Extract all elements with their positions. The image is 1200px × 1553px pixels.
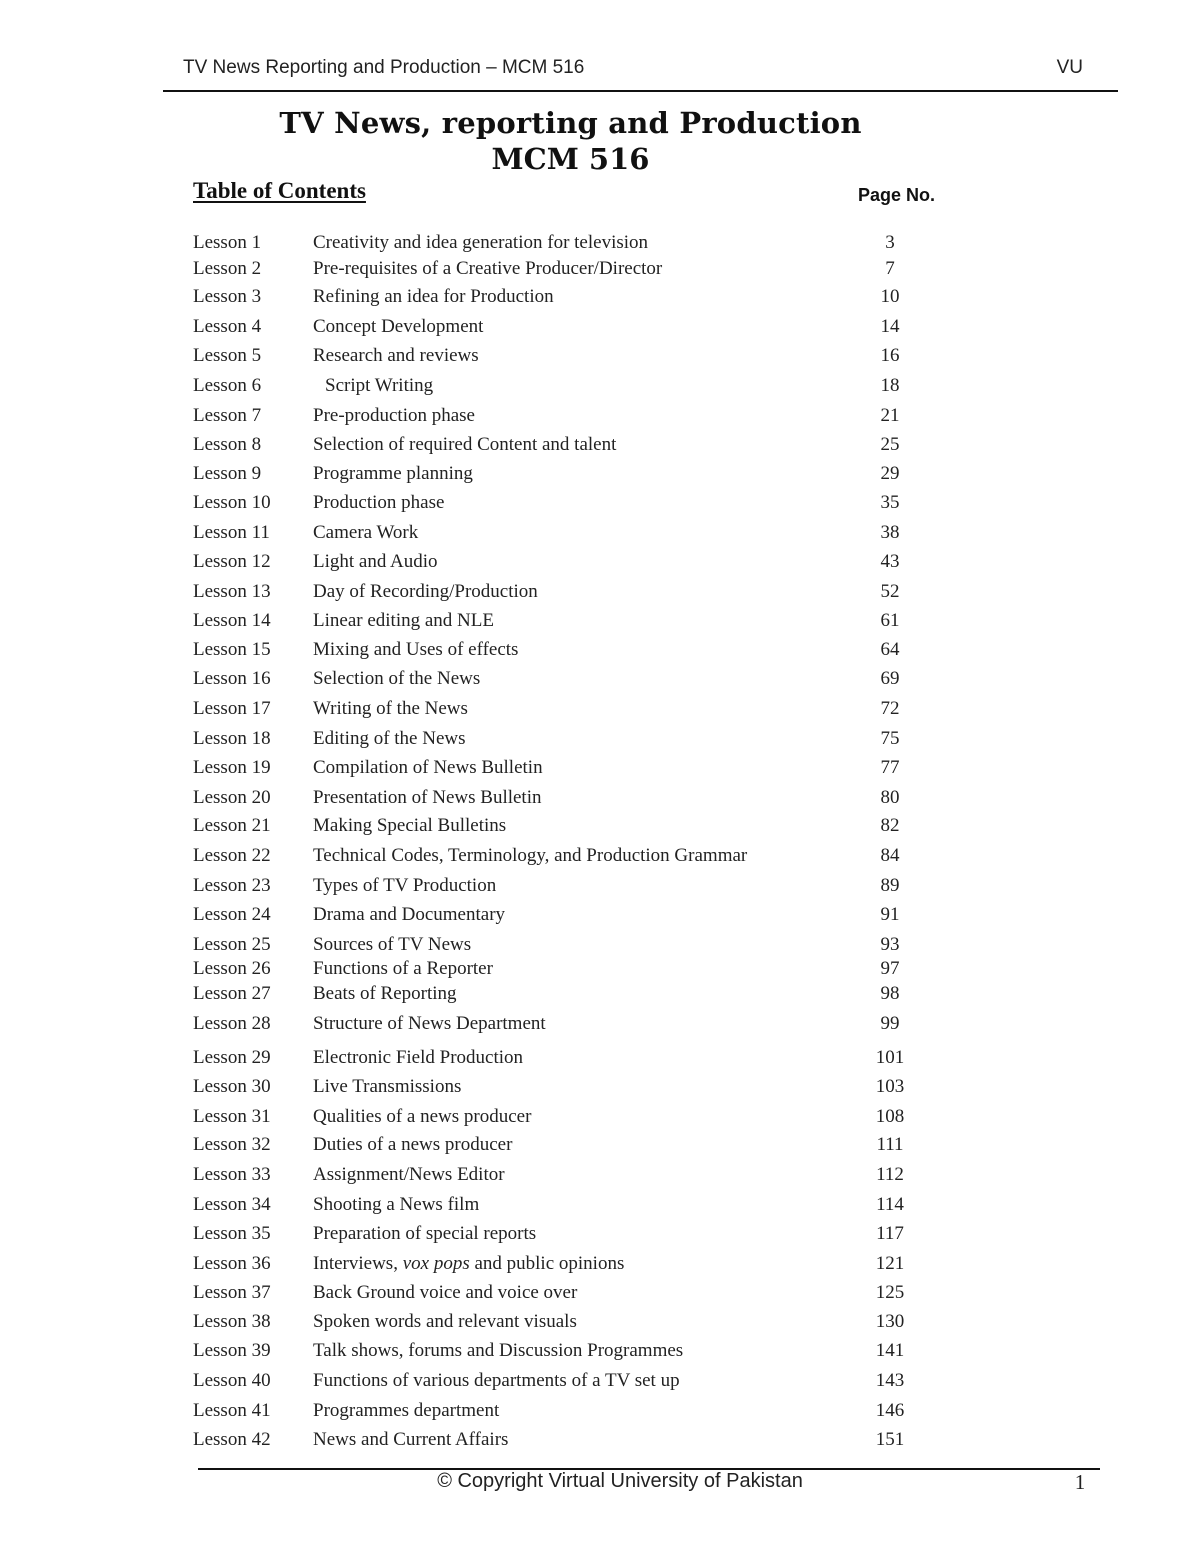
- toc-page: 130: [875, 1311, 905, 1332]
- toc-topic: Drama and Documentary: [313, 904, 506, 925]
- toc-page: 111: [876, 1134, 904, 1155]
- toc-entry: [0, 1073, 1200, 1101]
- toc-lesson: Lesson 17: [193, 698, 271, 719]
- toc-topic: Light and Audio: [313, 551, 438, 572]
- toc-lesson: Lesson 38: [193, 1311, 271, 1332]
- toc-page: 91: [880, 904, 900, 925]
- toc-topic: Functions of a Reporter: [313, 958, 493, 979]
- toc-lesson: Lesson 2: [193, 258, 262, 279]
- toc-topic: Spoken words and relevant visuals: [313, 1311, 577, 1332]
- toc-lesson: Lesson 21: [193, 815, 271, 836]
- toc-page: 143: [875, 1370, 905, 1391]
- toc-page: 16: [880, 345, 900, 366]
- toc-lesson: Lesson 34: [193, 1194, 271, 1215]
- page-number-heading: Page No.: [858, 185, 936, 205]
- toc-lesson: Lesson 42: [193, 1429, 271, 1450]
- toc-lesson: Lesson 5: [193, 345, 262, 366]
- toc-entry: [0, 1191, 1200, 1219]
- toc-page: 3: [885, 232, 895, 253]
- toc-lesson: Lesson 24: [193, 904, 271, 925]
- toc-entry: [0, 1250, 1200, 1278]
- toc-topic: Functions of various departments of a TV set up: [313, 1370, 680, 1391]
- toc-topic: Making Special Bulletins: [313, 815, 507, 836]
- toc-topic: Production phase: [313, 492, 445, 513]
- toc-topic: Qualities of a news producer: [313, 1106, 532, 1127]
- toc-lesson: Lesson 35: [193, 1223, 271, 1244]
- toc-page: 117: [876, 1223, 904, 1244]
- toc-topic: Concept Development: [313, 316, 484, 337]
- toc-entry: [0, 372, 1200, 400]
- toc-page: 98: [880, 983, 900, 1004]
- toc-page: 151: [875, 1429, 905, 1450]
- toc-topic: Talk shows, forums and Discussion Programmes: [313, 1340, 684, 1361]
- toc-topic: Preparation of special reports: [313, 1223, 537, 1244]
- toc-topic: Sources of TV News: [313, 934, 472, 955]
- toc-lesson: Lesson 32: [193, 1134, 271, 1155]
- toc-lesson: Lesson 30: [193, 1076, 271, 1097]
- toc-entry: [0, 283, 1200, 311]
- toc-lesson: Lesson 22: [193, 845, 271, 866]
- toc-lesson: Lesson 37: [193, 1282, 271, 1303]
- toc-lesson: Lesson 26: [193, 958, 271, 979]
- toc-page: 146: [875, 1400, 905, 1421]
- toc-entry: [0, 229, 1200, 257]
- toc-page: 97: [880, 958, 900, 979]
- toc-entry: [0, 1337, 1200, 1365]
- toc-lesson: Lesson 20: [193, 787, 271, 808]
- toc-entry: [0, 607, 1200, 635]
- toc-lesson: Lesson 10: [193, 492, 271, 513]
- toc-topic-part: and public opinions: [469, 1253, 625, 1274]
- toc-page: 25: [880, 434, 900, 455]
- toc-entry: [0, 725, 1200, 753]
- toc-topic: Electronic Field Production: [313, 1047, 524, 1068]
- toc-entry: [0, 955, 1200, 983]
- toc-entry: [0, 519, 1200, 547]
- toc-entry: [0, 1308, 1200, 1336]
- toc-topic: Presentation of News Bulletin: [313, 787, 542, 808]
- toc-lesson: Lesson 6: [193, 375, 262, 396]
- toc-entry: [0, 1161, 1200, 1189]
- toc-page: 43: [880, 551, 900, 572]
- toc-entry: [0, 1220, 1200, 1248]
- course-code: MCM 516: [491, 142, 650, 176]
- toc-page: 18: [880, 375, 900, 396]
- toc-entry: [0, 695, 1200, 723]
- toc-page: 103: [875, 1076, 905, 1097]
- running-header-institution: VU: [1056, 57, 1083, 78]
- toc-topic: Structure of News Department: [313, 1013, 546, 1034]
- toc-topic: Live Transmissions: [313, 1076, 462, 1097]
- toc-lesson: Lesson 31: [193, 1106, 271, 1127]
- toc-page: 121: [875, 1253, 905, 1274]
- toc-page: 14: [880, 316, 900, 337]
- footer-page-number: 1: [1074, 1470, 1086, 1494]
- toc-topic: Writing of the News: [313, 698, 468, 719]
- toc-page: 84: [880, 845, 900, 866]
- toc-lesson: Lesson 13: [193, 581, 271, 602]
- toc-topic: Selection of the News: [313, 668, 481, 689]
- toc-entry: [0, 1131, 1200, 1159]
- toc-page: 29: [880, 463, 900, 484]
- toc-lesson: Lesson 41: [193, 1400, 271, 1421]
- toc-page: 69: [880, 668, 900, 689]
- toc-topic: Types of TV Production: [313, 875, 497, 896]
- toc-entry: [0, 901, 1200, 929]
- toc-page: 10: [880, 286, 900, 307]
- toc-page: 112: [876, 1164, 904, 1185]
- toc-lesson: Lesson 16: [193, 668, 271, 689]
- footer-copyright: © Copyright Virtual University of Pakistan: [437, 1470, 803, 1492]
- toc-lesson: Lesson 33: [193, 1164, 271, 1185]
- toc-lesson: Lesson 25: [193, 934, 271, 955]
- toc-topic: Technical Codes, Terminology, and Production Grammar: [313, 845, 748, 866]
- toc-page: 141: [875, 1340, 905, 1361]
- toc-lesson: Lesson 19: [193, 757, 271, 778]
- toc-topic: News and Current Affairs: [313, 1429, 509, 1450]
- toc-entry: [0, 1103, 1200, 1131]
- toc-page: 61: [880, 610, 900, 631]
- toc-topic: Duties of a news producer: [313, 1134, 513, 1155]
- toc-lesson: Lesson 28: [193, 1013, 271, 1034]
- toc-lesson: Lesson 36: [193, 1253, 271, 1274]
- toc-entry: [0, 402, 1200, 430]
- toc-topic: Shooting a News film: [313, 1194, 480, 1215]
- toc-entry: [0, 754, 1200, 782]
- toc-topic-italic: vox pops: [402, 1253, 470, 1274]
- toc-topic: Assignment/News Editor: [313, 1164, 505, 1185]
- toc-entry: [0, 980, 1200, 1008]
- toc-page: 64: [880, 639, 900, 660]
- toc-entry: [0, 812, 1200, 840]
- toc-topic: Programmes department: [313, 1400, 500, 1421]
- toc-entry: [0, 313, 1200, 341]
- toc-page: 108: [875, 1106, 905, 1127]
- running-header-title: TV News Reporting and Production – MCM 516: [183, 57, 585, 78]
- toc-page: 52: [880, 581, 900, 602]
- toc-topic: Creativity and idea generation for television: [313, 232, 649, 253]
- toc-page: 77: [880, 757, 900, 778]
- toc-page: 114: [876, 1194, 904, 1215]
- toc-topic: Back Ground voice and voice over: [313, 1282, 578, 1303]
- toc-entry: [0, 784, 1200, 812]
- toc-page: 21: [880, 405, 900, 426]
- toc-lesson: Lesson 8: [193, 434, 262, 455]
- toc-topic: Compilation of News Bulletin: [313, 757, 543, 778]
- toc-entry: [0, 1426, 1200, 1454]
- toc-lesson: Lesson 7: [193, 405, 262, 426]
- toc-page: 89: [880, 875, 900, 896]
- toc-entry: [0, 842, 1200, 870]
- toc-topic: Editing of the News: [313, 728, 466, 749]
- toc-page: 125: [875, 1282, 905, 1303]
- toc-page: 7: [885, 258, 895, 279]
- toc-topic: Beats of Reporting: [313, 983, 457, 1004]
- toc-entry: [0, 636, 1200, 664]
- toc-lesson: Lesson 39: [193, 1340, 271, 1361]
- toc-topic-part: Interviews,: [313, 1253, 403, 1274]
- toc-entry: [0, 342, 1200, 370]
- toc-lesson: Lesson 18: [193, 728, 271, 749]
- toc-lesson: Lesson 23: [193, 875, 271, 896]
- toc-entry: [0, 665, 1200, 693]
- toc-lesson: Lesson 11: [193, 522, 270, 543]
- toc-page: 82: [880, 815, 900, 836]
- toc-lesson: Lesson 9: [193, 463, 262, 484]
- toc-lesson: Lesson 3: [193, 286, 262, 307]
- toc-topic: Selection of required Content and talent: [313, 434, 617, 455]
- toc-lesson: Lesson 15: [193, 639, 271, 660]
- toc-topic: [313, 1250, 624, 1278]
- toc-lesson: Lesson 4: [193, 316, 262, 337]
- toc-heading: Table of Contents: [193, 178, 366, 203]
- toc-entry: [0, 489, 1200, 517]
- toc-entry: [0, 872, 1200, 900]
- toc-page: 80: [880, 787, 900, 808]
- toc-lesson: Lesson 12: [193, 551, 271, 572]
- toc-page: 35: [880, 492, 900, 513]
- toc-entry: [0, 255, 1200, 283]
- toc-page: 101: [875, 1047, 905, 1068]
- toc-entry: [0, 1397, 1200, 1425]
- toc-topic: Day of Recording/Production: [313, 581, 538, 602]
- toc-topic: Refining an idea for Production: [313, 286, 554, 307]
- toc-page: 93: [880, 934, 900, 955]
- toc-topic: Linear editing and NLE: [313, 610, 494, 631]
- toc-entry: [0, 1044, 1200, 1072]
- toc-entry: [0, 578, 1200, 606]
- toc-entry: [0, 431, 1200, 459]
- toc-entry: [0, 548, 1200, 576]
- toc-page: 99: [880, 1013, 900, 1034]
- document-title: TV News, reporting and Production: [279, 106, 862, 140]
- toc-topic: Script Writing: [325, 375, 434, 396]
- toc-entry: [0, 460, 1200, 488]
- toc-entry: [0, 1010, 1200, 1038]
- toc-lesson: Lesson 40: [193, 1370, 271, 1391]
- toc-topic: Mixing and Uses of effects: [313, 639, 519, 660]
- toc-page: 38: [880, 522, 900, 543]
- toc-topic: Programme planning: [313, 463, 473, 484]
- toc-topic: Pre-requisites of a Creative Producer/Director: [313, 258, 663, 279]
- toc-topic: Pre-production phase: [313, 405, 475, 426]
- toc-topic: Camera Work: [313, 522, 419, 543]
- toc-lesson: Lesson 27: [193, 983, 271, 1004]
- toc-lesson: Lesson 1: [193, 232, 262, 253]
- toc-lesson: Lesson 14: [193, 610, 271, 631]
- toc-lesson: Lesson 29: [193, 1047, 271, 1068]
- toc-entry: [0, 1367, 1200, 1395]
- toc-page: 75: [880, 728, 900, 749]
- toc-entry: [0, 1279, 1200, 1307]
- toc-page: 72: [880, 698, 900, 719]
- toc-topic: Research and reviews: [313, 345, 479, 366]
